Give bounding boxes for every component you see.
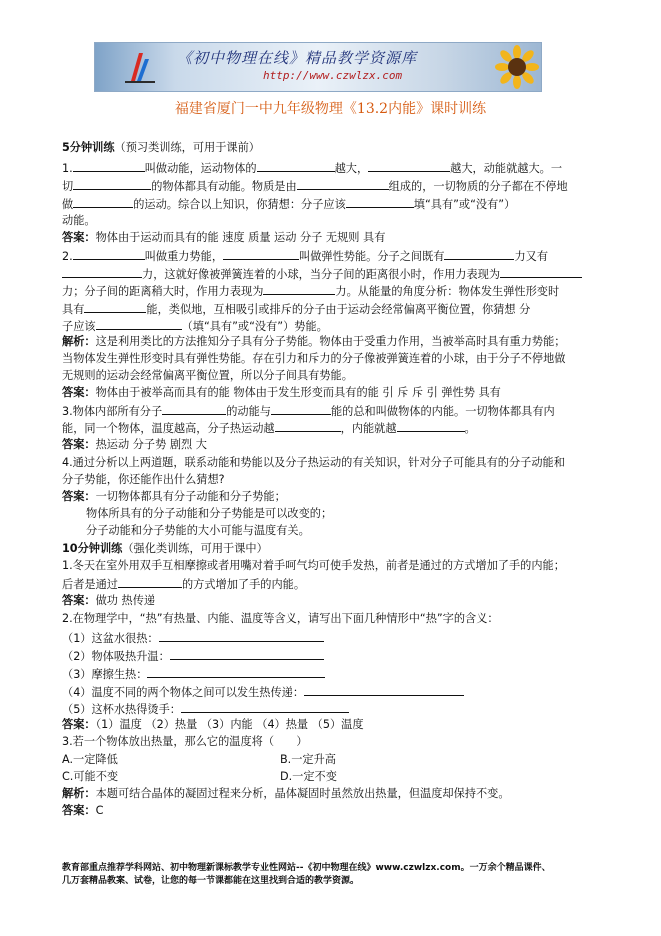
analysis-line2: 当物体发生弹性形变时具有弹性势能。存在引力和斥力的分子像被弹簧连着的小球，由于分子不停地做 <box>62 352 566 365</box>
q2-answer: 答案：物体由于被举高而具有的能 物体由于发生形变而具有的能 引 斥 斥 引 弹性势 具有 <box>62 386 501 399</box>
site-logo <box>121 49 159 85</box>
footer-line1: 教育部重点推荐学科网站、初中物理新课标教学专业性网站--《初中物理在线》www.czwlzx.com。一万余个精品课件、 <box>62 863 551 873</box>
q1-answer: 答案：物体由于运动而具有的能 速度 质量 运动 分子 无规则 具有 <box>62 231 386 244</box>
q6-item-4: （4）温度不同的两个物体之间可以发生热传递： <box>62 684 464 700</box>
q1-blank-3 <box>368 160 450 172</box>
q7-answer: 答案：C <box>62 804 104 817</box>
q6-answer: 答案：（1）温度 （2）热量 （3）内能 （4）热量 （5）温度 <box>62 718 364 731</box>
q2-line2: 力，这就好像被弹簧连着的小球，当分子间的距离很小时，作用力表现为 <box>62 266 582 282</box>
q6-item-5: （5）这杯水热得烫手： <box>62 701 349 717</box>
q7-option-b: B.一定升高 <box>280 753 336 766</box>
q7-option-a: A.一定降低 <box>62 753 118 766</box>
q4-answer-3: 分子动能和分子势能的大小可能与温度有关。 <box>86 524 310 537</box>
banner-title: 《初中物理在线》精品教学资源库 <box>177 49 418 67</box>
header-banner <box>94 42 542 92</box>
q5-answer: 答案：做功 热传递 <box>62 594 156 607</box>
q3-line1: 3.物体内部所有分子 的动能与 能的总和叫做物体的内能。一切物体都具有内 <box>62 405 555 418</box>
q1-blank-1 <box>73 160 145 172</box>
q6-item-3: （3）摩擦生热： <box>62 666 325 682</box>
q4-answer-2: 物体所具有的分子动能和分子势能是可以改变的； <box>86 507 333 520</box>
q2-line4: 具有 能，类似地，互相吸引或排斥的分子由于运动会经常偏离平衡位置，你猜想 分 <box>62 303 531 316</box>
analysis-line3: 无规则的运动会经常偏离平衡位置，所以分子间具有势能。 <box>62 369 353 382</box>
q6-item-1: （1）这盆水很热： <box>62 630 324 646</box>
section-heading-2: 10分钟训练（强化类训练，可用于课中） <box>62 542 268 555</box>
q6-item-2: （2）物体吸热升温： <box>62 648 324 664</box>
q3-line2: 能，同一个物体，温度越高，分子热运动越 ，内能就越 。 <box>62 422 476 435</box>
q7-option-d: D.一定不变 <box>280 770 337 783</box>
q2-line5: 子应该 （填“具有”或“没有”）势能。 <box>62 320 328 333</box>
section-heading: 5分钟训练（预习类训练，可用于课前） <box>62 141 260 154</box>
q4-line1: 4.通过分析以上两道题，联系动能和势能以及分子热运动的有关知识，针对分子可能具有的分子动能和 <box>62 456 565 469</box>
q1-blank-2 <box>257 160 335 172</box>
page-title: 福建省厦门一中九年级物理《13.2内能》课时训练 <box>174 101 487 117</box>
q1-line3: 做 的运动。综合以上知识，你猜想：分子应该 填“具有”或“没有”） <box>62 198 516 211</box>
q1-line4: 动能。 <box>62 214 96 227</box>
q7-option-c: C.可能不变 <box>62 770 119 783</box>
sunflower-icon <box>495 45 539 89</box>
banner-url[interactable]: http://www.czwlzx.com <box>263 69 403 82</box>
q6-line1: 2.在物理学中，“热”有热量、内能、温度等含义，请写出下面几种情形中“热”字的含义： <box>62 612 499 625</box>
q2-line1: 2. 叫做重力势能， 叫做弹性势能。分子之间既有 力又有 <box>62 250 549 263</box>
q5-line1: 1.冬天在室外用双手互相摩擦或者用嘴对着手呵气均可使手发热，前者是通过的方式增加了手的内能； <box>62 559 565 572</box>
q2-line3: 力；分子间的距离稍大时，作用力表现为 力。从能量的角度分析：物体发生弹性形变时 <box>62 285 560 298</box>
q5-line2: 后者是通过 的方式增加了手的内能。 <box>62 578 306 591</box>
q4-line2: 分子势能，你还能作出什么猜想? <box>62 473 225 486</box>
page-footer <box>62 862 551 888</box>
q3-answer: 答案：热运动 分子势 剧烈 大 <box>62 438 207 451</box>
q7-analysis: 解析：本题可结合晶体的凝固过程来分析，晶体凝固时虽然放出热量，但温度却保持不变。 <box>62 787 510 800</box>
q1-line2: 切 的物体都具有动能。物质是由 组成的，一切物质的分子都在不停地 <box>62 180 568 193</box>
footer-line2: 几万套精品教案、试卷，让您的每一节课都能在这里找到合适的教学资源。 <box>62 876 360 886</box>
analysis-line1: 解析：这是利用类比的方法推知分子具有分子势能。物体由于受重力作用，当被举高时具有重力势能； <box>62 335 566 348</box>
q4-answer: 答案：一切物体都具有分子动能和分子势能； <box>62 490 286 503</box>
q1-line1: 1. 叫做动能，运动物体的 越大， 越大，动能就越大。一 <box>62 162 563 175</box>
q7-stem: 3.若一个物体放出热量，那么它的温度将（ ） <box>62 735 308 748</box>
